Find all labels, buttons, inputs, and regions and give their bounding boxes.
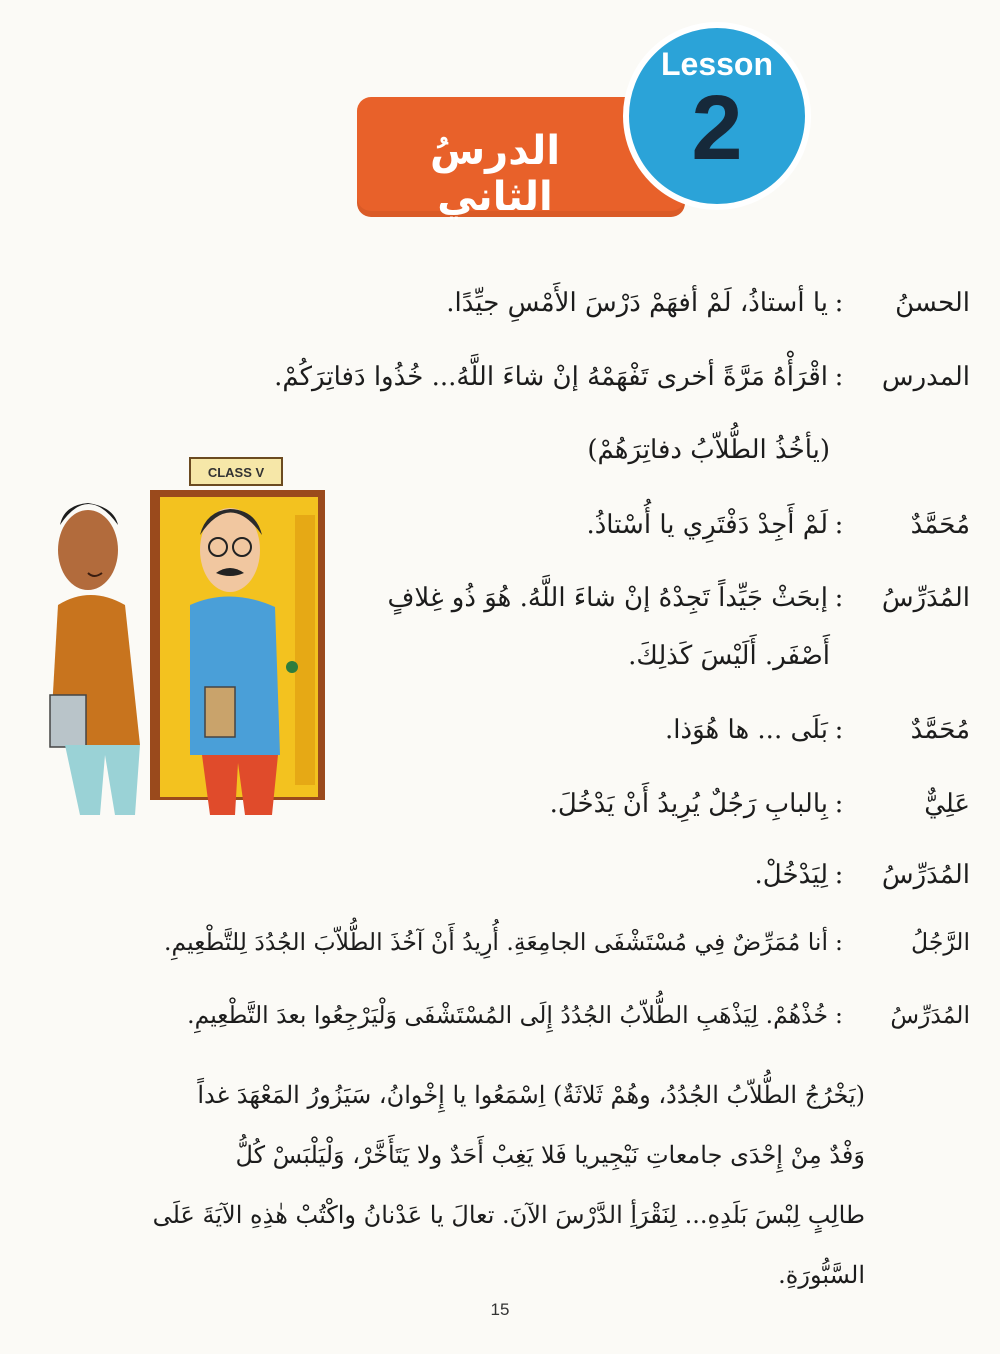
speaker-colon: : — [835, 928, 843, 956]
dialogue-line — [550, 784, 970, 824]
lesson-title: الدرسُ الثاني — [429, 128, 561, 220]
paragraph-line: طالِبٍ لِبْسَ بَلَدِهِ... لِنَقْرَأِ الدَّرْسَ الآنَ. تعالَ يا عَدْنانُ واكْتُبْ هٰذِهِ الآيَةَ عَلَى — [152, 1201, 865, 1229]
speaker-name: الرَّجُلُ — [911, 928, 970, 956]
lesson-number: 2 — [691, 77, 743, 179]
lesson-label: Lesson — [660, 46, 774, 82]
dialogue-line — [586, 505, 970, 545]
speech-continuation: أَصْفَر. أَلَيْسَ كَذلِكَ. — [628, 641, 830, 671]
speech-text: خُذْهُمْ. لِيَذْهَبِ الطُّلاّبُ الجُدُدُ إِلَى المُسْتَشْفَى وَلْيَرْجِعُوا بعدَ التَّطْعِيمِ. — [187, 1001, 828, 1029]
speaker-name: المُدَرِّسُ — [890, 1001, 970, 1029]
classroom-illustration — [30, 455, 330, 815]
speaker-colon: : — [834, 288, 844, 318]
speaker-name: الحسنُ — [895, 288, 970, 318]
dialogue-line — [665, 710, 970, 750]
door-knob — [286, 661, 298, 673]
speech-text: لَمْ أَجِدْ دَفْتَرِي يا أُسْتاذُ. — [586, 510, 828, 540]
dialogue-line — [387, 578, 970, 618]
student-figure — [50, 503, 140, 815]
dialogue-line — [446, 283, 970, 323]
speaker-name: مُحَمَّدٌ — [910, 510, 970, 540]
speaker-name: مُحَمَّدٌ — [910, 715, 970, 745]
speech-text: إبحَثْ جَيِّداً تَجِدْهُ إنْ شاءَ اللَّهُ. هُوَ ذُو غِلافٍ — [387, 583, 828, 613]
page-number: 15 — [490, 1300, 510, 1319]
paragraph-line: وَفْدٌ مِنْ إِحْدَى جامعاتِ نَيْجِيريا فَلا يَغِبْ أَحَدٌ ولا يَتَأَخَّرْ، وَلْيَلْبَسْ كُلُّ — [235, 1141, 865, 1169]
speech-text: بَلَى ... ها هُوَذا. — [665, 715, 828, 745]
speaker-name: عَلِيٌّ — [924, 789, 970, 819]
speech-text: اقْرَأْهُ مَرَّةً أخرى تَفْهَمْهُ إنْ شاءَ اللَّهُ... خُذُوا دَفاتِرَكُمْ. — [274, 362, 828, 392]
speech-text: أنا مُمَرِّضٌ فِي مُسْتَشْفَى الجامِعَةِ. أُرِيدُ أَنْ آخُذَ الطُّلاّبَ الجُدُدَ لِلتَّطْعِيمِ. — [164, 928, 828, 956]
speaker-name: المُدَرِّسُ — [881, 583, 970, 613]
speaker-colon: : — [834, 715, 844, 745]
dialogue-line — [755, 855, 970, 895]
speaker-name: المدرس — [881, 362, 970, 392]
speaker-colon: : — [834, 362, 844, 392]
speaker-colon: : — [835, 1001, 843, 1029]
paragraph-line: السَّبُّورَةِ. — [778, 1261, 865, 1289]
speech-text: يا أستاذُ، لَمْ أفهَمْ دَرْسَ الأَمْسِ جيِّدًا. — [446, 288, 828, 318]
speaker-colon: : — [834, 860, 844, 890]
dialogue-line — [187, 995, 970, 1035]
stage-direction: (يأخُذُ الطُّلاّبُ دفاتِرَهُمْ) — [587, 435, 830, 465]
dialogue-line — [274, 357, 970, 397]
speaker-name: المُدَرِّسُ — [881, 860, 970, 890]
speech-text: لِيَدْخُلْ. — [754, 860, 828, 890]
speaker-colon: : — [834, 583, 844, 613]
door-sign-text: CLASS V — [207, 465, 265, 480]
paragraph-line: (يَخْرُجُ الطُّلاّبُ الجُدُدُ، وهُمْ ثَلاثَةٌ) اِسْمَعُوا يا إِخْوانُ، سَيَزُورُ المَعْهَدَ غداً — [197, 1081, 865, 1109]
dialogue-line — [164, 922, 970, 962]
speaker-colon: : — [834, 510, 844, 540]
speaker-colon: : — [834, 789, 844, 819]
speech-text: بِالبابِ رَجُلٌ يُرِيدُ أَنْ يَدْخُلَ. — [549, 789, 828, 819]
